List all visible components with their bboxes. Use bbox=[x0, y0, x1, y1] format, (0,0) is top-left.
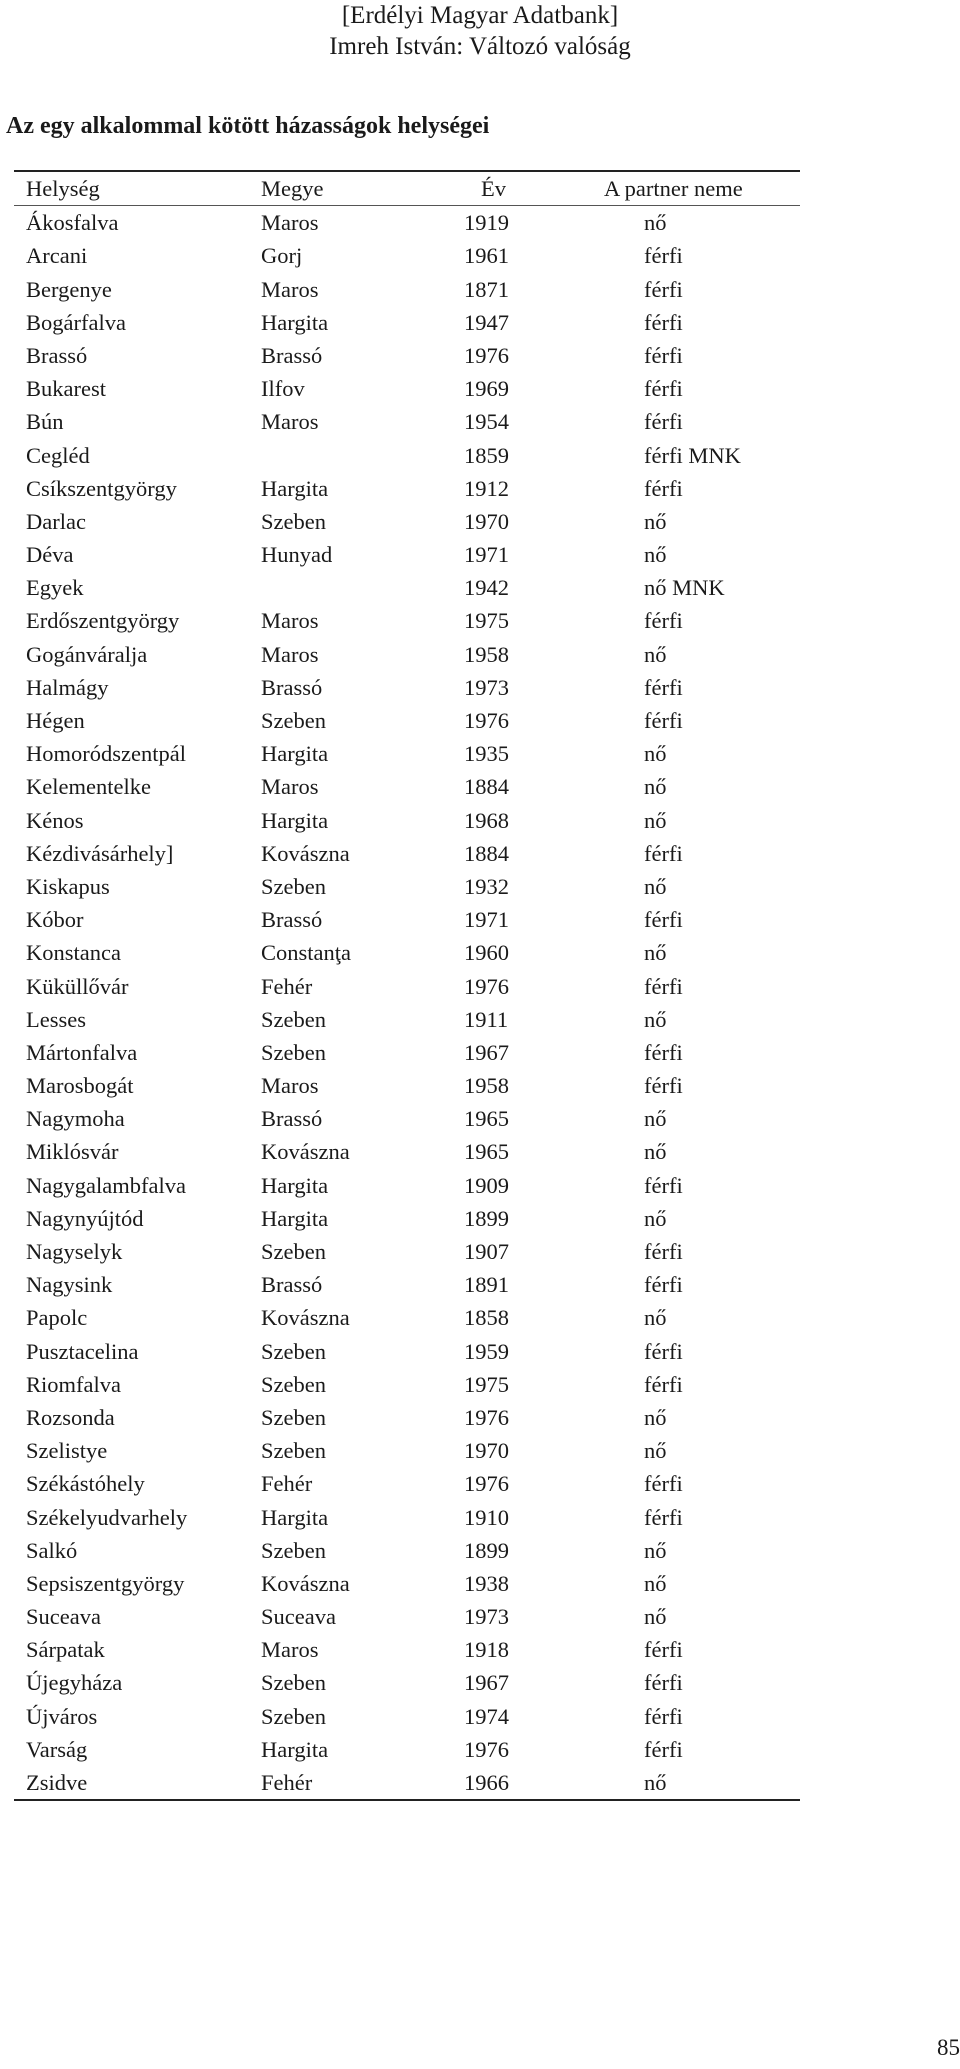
table-row bbox=[14, 1434, 800, 1467]
cell-county: Fehér bbox=[261, 973, 313, 999]
cell-county: Brassó bbox=[261, 342, 323, 368]
cell-partner-sex: nő bbox=[644, 1537, 667, 1563]
cell-year: 1871 bbox=[464, 276, 509, 302]
cell-year: 1966 bbox=[464, 1770, 509, 1795]
cell-partner-sex: férfi bbox=[644, 1736, 683, 1762]
cell-place: Küküllővár bbox=[26, 973, 129, 999]
table-row bbox=[14, 1301, 800, 1334]
cell-partner-sex: férfi bbox=[644, 674, 683, 700]
table-row bbox=[14, 1666, 800, 1699]
cell-place: Rozsonda bbox=[26, 1404, 115, 1430]
table-row bbox=[14, 870, 800, 903]
table-row bbox=[14, 903, 800, 936]
cell-year: 1965 bbox=[464, 1106, 509, 1132]
cell-place: Salkó bbox=[26, 1537, 78, 1563]
cell-partner-sex: nő bbox=[644, 508, 667, 534]
cell-county: Szeben bbox=[261, 1338, 326, 1364]
cell-year: 1970 bbox=[464, 1438, 509, 1464]
table-row bbox=[14, 372, 800, 405]
cell-partner-sex: férfi bbox=[644, 1272, 683, 1298]
cell-place: Konstanca bbox=[26, 940, 121, 966]
cell-county: Kovászna bbox=[261, 840, 350, 866]
table-row bbox=[14, 970, 800, 1003]
cell-partner-sex: férfi bbox=[644, 409, 683, 435]
cell-place: Kénos bbox=[26, 807, 84, 833]
table-row bbox=[14, 638, 800, 671]
cell-place: Egyek bbox=[26, 575, 84, 601]
cell-place: Kelementelke bbox=[26, 774, 151, 800]
table-row bbox=[14, 1202, 800, 1235]
cell-place: Sepsiszentgyörgy bbox=[26, 1570, 185, 1596]
table-row bbox=[14, 1335, 800, 1368]
cell-year: 1971 bbox=[464, 907, 509, 933]
table-row bbox=[14, 505, 800, 538]
table-row bbox=[14, 1169, 800, 1202]
cell-place: Mártonfalva bbox=[26, 1039, 138, 1065]
cell-county: Szeben bbox=[261, 508, 326, 534]
cell-place: Kiskapus bbox=[26, 873, 110, 899]
cell-year: 1912 bbox=[464, 475, 509, 501]
cell-county: Hargita bbox=[261, 807, 329, 833]
cell-year: 1961 bbox=[464, 243, 509, 269]
cell-place: Lesses bbox=[26, 1006, 86, 1032]
cell-partner-sex: férfi bbox=[644, 1371, 683, 1397]
cell-year: 1907 bbox=[464, 1239, 509, 1264]
cell-place: Pusztacelina bbox=[26, 1338, 139, 1364]
table-row bbox=[14, 1633, 800, 1666]
cell-year: 1884 bbox=[464, 774, 509, 800]
cell-county: Maros bbox=[261, 774, 319, 800]
cell-partner-sex: férfi bbox=[644, 1703, 683, 1729]
table-row bbox=[14, 1135, 800, 1168]
cell-partner-sex: férfi bbox=[644, 973, 683, 999]
table-row bbox=[14, 604, 800, 637]
cell-partner-sex: nő bbox=[644, 1106, 667, 1132]
cell-county: Gorj bbox=[261, 243, 303, 269]
cell-place: Déva bbox=[26, 542, 74, 568]
table-row bbox=[14, 1501, 800, 1534]
cell-county: Ilfov bbox=[261, 376, 305, 402]
cell-partner-sex: férfi bbox=[644, 1172, 683, 1198]
cell-partner-sex: férfi bbox=[644, 376, 683, 402]
cell-partner-sex: férfi bbox=[644, 243, 683, 269]
cell-partner-sex: nő bbox=[644, 1570, 667, 1596]
cell-partner-sex: nő bbox=[644, 210, 667, 236]
cell-place: Hégen bbox=[26, 708, 85, 733]
cell-county: Kovászna bbox=[261, 1139, 350, 1165]
cell-partner-sex: nő bbox=[644, 807, 667, 833]
cell-county: Szeben bbox=[261, 873, 326, 899]
cell-partner-sex: nő bbox=[644, 1305, 667, 1331]
cell-place: Suceava bbox=[26, 1604, 101, 1630]
table-row bbox=[14, 1534, 800, 1567]
table-row bbox=[14, 1235, 800, 1268]
table-row bbox=[14, 1003, 800, 1036]
cell-year: 1967 bbox=[464, 1039, 509, 1065]
cell-year: 1969 bbox=[464, 376, 509, 402]
cell-place: Bún bbox=[26, 409, 64, 435]
table-row bbox=[14, 1268, 800, 1301]
table-body bbox=[14, 206, 800, 1799]
cell-place: Brassó bbox=[26, 342, 88, 368]
cell-county: Hargita bbox=[261, 309, 329, 335]
cell-county: Szeben bbox=[261, 708, 326, 733]
cell-place: Cegléd bbox=[26, 442, 90, 468]
cell-year: 1858 bbox=[464, 1305, 509, 1331]
cell-year: 1891 bbox=[464, 1272, 509, 1298]
cell-year: 1976 bbox=[464, 973, 509, 999]
cell-place: Székelyudvarhely bbox=[26, 1504, 188, 1530]
cell-year: 1965 bbox=[464, 1139, 509, 1165]
cell-partner-sex: férfi bbox=[644, 475, 683, 501]
places-table bbox=[14, 170, 800, 1801]
cell-year: 1859 bbox=[464, 442, 509, 468]
cell-county: Brassó bbox=[261, 1106, 323, 1132]
cell-county: Szeben bbox=[261, 1006, 326, 1032]
cell-county: Szeben bbox=[261, 1371, 326, 1397]
cell-partner-sex: férfi bbox=[644, 1471, 683, 1497]
cell-county: Szeben bbox=[261, 1703, 326, 1729]
table-row bbox=[14, 472, 800, 505]
cell-partner-sex: férfi bbox=[644, 907, 683, 933]
cell-partner-sex: férfi bbox=[644, 1670, 683, 1696]
cell-partner-sex: nő bbox=[644, 774, 667, 800]
cell-place: Nagymoha bbox=[26, 1106, 125, 1132]
cell-county: Hargita bbox=[261, 475, 329, 501]
cell-place: Erdőszentgyörgy bbox=[26, 608, 180, 634]
header-author-title-line: Imreh István: Változó valóság bbox=[329, 33, 631, 60]
cell-county: Suceava bbox=[261, 1604, 336, 1630]
cell-year: 1975 bbox=[464, 608, 509, 634]
page-number: 85 bbox=[937, 2035, 960, 2060]
cell-year: 1974 bbox=[464, 1703, 509, 1729]
column-header-county: Megye bbox=[261, 176, 324, 201]
cell-year: 1976 bbox=[464, 1471, 509, 1497]
column-header-year: Év bbox=[481, 176, 506, 201]
cell-place: Marosbogát bbox=[26, 1073, 134, 1099]
cell-year: 1973 bbox=[464, 1604, 509, 1630]
table-header-row bbox=[14, 172, 800, 205]
cell-partner-sex: férfi bbox=[644, 1338, 683, 1364]
cell-county: Hargita bbox=[261, 1504, 329, 1530]
cell-county: Kovászna bbox=[261, 1570, 350, 1596]
table-row bbox=[14, 239, 800, 272]
cell-year: 1976 bbox=[464, 1736, 509, 1762]
cell-county: Maros bbox=[261, 409, 319, 435]
table-row bbox=[14, 704, 800, 737]
table-row bbox=[14, 1401, 800, 1434]
cell-year: 1967 bbox=[464, 1670, 509, 1696]
cell-place: Bogárfalva bbox=[26, 309, 126, 335]
table-row bbox=[14, 273, 800, 306]
cell-place: Riomfalva bbox=[26, 1371, 121, 1397]
table-row bbox=[14, 571, 800, 604]
cell-partner-sex: nő bbox=[644, 1770, 667, 1795]
cell-year: 1899 bbox=[464, 1537, 509, 1563]
cell-place: Zsidve bbox=[26, 1770, 88, 1795]
cell-year: 1942 bbox=[464, 575, 509, 601]
cell-county: Szeben bbox=[261, 1039, 326, 1065]
table-row bbox=[14, 1069, 800, 1102]
cell-partner-sex: férfi bbox=[644, 1073, 683, 1099]
cell-partner-sex: férfi bbox=[644, 840, 683, 866]
cell-year: 1919 bbox=[464, 210, 509, 236]
cell-place: Gogánváralja bbox=[26, 641, 148, 667]
section-title: Az egy alkalommal kötött házasságok helységei bbox=[6, 113, 490, 139]
cell-county: Hunyad bbox=[261, 542, 333, 568]
cell-place: Kézdivásárhely] bbox=[26, 840, 174, 866]
document-header bbox=[0, 0, 960, 62]
cell-partner-sex: nő bbox=[644, 641, 667, 667]
cell-year: 1968 bbox=[464, 807, 509, 833]
cell-county: Hargita bbox=[261, 1205, 329, 1231]
table-row bbox=[14, 1600, 800, 1633]
cell-county: Maros bbox=[261, 1637, 319, 1663]
cell-county: Maros bbox=[261, 641, 319, 667]
cell-county: Szeben bbox=[261, 1239, 326, 1264]
table-row bbox=[14, 671, 800, 704]
table-row bbox=[14, 1036, 800, 1069]
cell-partner-sex: nő bbox=[644, 1604, 667, 1630]
cell-place: Csíkszentgyörgy bbox=[26, 475, 177, 501]
cell-partner-sex: nő bbox=[644, 940, 667, 966]
table-row bbox=[14, 936, 800, 969]
cell-county: Kovászna bbox=[261, 1305, 350, 1331]
cell-year: 1899 bbox=[464, 1205, 509, 1231]
cell-partner-sex: nő bbox=[644, 542, 667, 568]
cell-place: Nagysink bbox=[26, 1272, 113, 1298]
cell-place: Nagyselyk bbox=[26, 1239, 123, 1264]
cell-county: Brassó bbox=[261, 1272, 323, 1298]
table-row bbox=[14, 1102, 800, 1135]
cell-place: Nagygalambfalva bbox=[26, 1172, 186, 1198]
cell-year: 1959 bbox=[464, 1338, 509, 1364]
cell-county: Fehér bbox=[261, 1770, 313, 1795]
cell-partner-sex: férfi bbox=[644, 1637, 683, 1663]
cell-place: Szelistye bbox=[26, 1438, 108, 1464]
cell-partner-sex: nő bbox=[644, 1139, 667, 1165]
header-source-line: [Erdélyi Magyar Adatbank] bbox=[341, 2, 619, 29]
cell-year: 1935 bbox=[464, 741, 509, 767]
table-row bbox=[14, 339, 800, 372]
cell-county: Brassó bbox=[261, 907, 323, 933]
cell-year: 1973 bbox=[464, 674, 509, 700]
cell-year: 1971 bbox=[464, 542, 509, 568]
cell-partner-sex: férfi bbox=[644, 342, 683, 368]
cell-place: Újegyháza bbox=[26, 1670, 123, 1696]
cell-year: 1958 bbox=[464, 641, 509, 667]
cell-county: Szeben bbox=[261, 1670, 326, 1696]
cell-county: Fehér bbox=[261, 1471, 313, 1497]
cell-place: Kóbor bbox=[26, 907, 84, 933]
cell-year: 1954 bbox=[464, 409, 509, 435]
cell-county: Constanţa bbox=[261, 940, 351, 966]
cell-year: 1976 bbox=[464, 708, 509, 733]
cell-place: Bukarest bbox=[26, 376, 106, 402]
cell-partner-sex: nő bbox=[644, 1205, 667, 1231]
table-row bbox=[14, 206, 800, 239]
cell-place: Miklósvár bbox=[26, 1139, 119, 1165]
cell-place: Nagynyújtód bbox=[26, 1205, 144, 1231]
table-row bbox=[14, 1467, 800, 1500]
cell-county: Szeben bbox=[261, 1404, 326, 1430]
table-row bbox=[14, 405, 800, 438]
cell-year: 1947 bbox=[464, 309, 509, 335]
table-row bbox=[14, 306, 800, 339]
cell-place: Homoródszentpál bbox=[26, 741, 186, 767]
table-row bbox=[14, 439, 800, 472]
cell-partner-sex: férfi bbox=[644, 309, 683, 335]
cell-county: Szeben bbox=[261, 1537, 326, 1563]
cell-partner-sex: nő bbox=[644, 741, 667, 767]
table-row bbox=[14, 1766, 800, 1799]
cell-partner-sex: férfi bbox=[644, 1239, 683, 1264]
cell-partner-sex: férfi bbox=[644, 608, 683, 634]
cell-partner-sex: férfi MNK bbox=[644, 442, 741, 468]
cell-place: Székástóhely bbox=[26, 1471, 145, 1497]
cell-year: 1960 bbox=[464, 940, 509, 966]
cell-year: 1976 bbox=[464, 1404, 509, 1430]
cell-year: 1975 bbox=[464, 1371, 509, 1397]
cell-partner-sex: férfi bbox=[644, 1039, 683, 1065]
table-row bbox=[14, 1700, 800, 1733]
cell-county: Hargita bbox=[261, 1172, 329, 1198]
column-header-partner-sex: A partner neme bbox=[604, 176, 743, 201]
cell-partner-sex: nő bbox=[644, 1438, 667, 1464]
cell-place: Újváros bbox=[26, 1703, 98, 1729]
table-row bbox=[14, 737, 800, 770]
cell-partner-sex: férfi bbox=[644, 276, 683, 302]
cell-county: Szeben bbox=[261, 1438, 326, 1464]
table-row bbox=[14, 1733, 800, 1766]
table-row bbox=[14, 837, 800, 870]
cell-year: 1938 bbox=[464, 1570, 509, 1596]
cell-partner-sex: férfi bbox=[644, 1504, 683, 1530]
cell-county: Brassó bbox=[261, 674, 323, 700]
cell-place: Darlac bbox=[26, 508, 86, 534]
cell-county: Hargita bbox=[261, 741, 329, 767]
cell-place: Sárpatak bbox=[26, 1637, 105, 1663]
cell-county: Hargita bbox=[261, 1736, 329, 1762]
cell-year: 1918 bbox=[464, 1637, 509, 1663]
cell-place: Papolc bbox=[26, 1305, 88, 1331]
cell-county: Maros bbox=[261, 608, 319, 634]
table-row bbox=[14, 1567, 800, 1600]
cell-place: Halmágy bbox=[26, 674, 109, 700]
table-row bbox=[14, 804, 800, 837]
cell-year: 1910 bbox=[464, 1504, 509, 1530]
cell-place: Varság bbox=[26, 1736, 88, 1762]
cell-year: 1970 bbox=[464, 508, 509, 534]
cell-place: Arcani bbox=[26, 243, 88, 269]
table-row bbox=[14, 770, 800, 803]
column-header-place: Helység bbox=[26, 176, 100, 201]
cell-place: Bergenye bbox=[26, 276, 112, 302]
cell-partner-sex: nő bbox=[644, 1404, 667, 1430]
cell-partner-sex: férfi bbox=[644, 708, 683, 733]
cell-year: 1909 bbox=[464, 1172, 509, 1198]
table-bottom-rule bbox=[14, 1799, 800, 1801]
table-row bbox=[14, 538, 800, 571]
cell-year: 1932 bbox=[464, 873, 509, 899]
cell-partner-sex: nő MNK bbox=[644, 575, 725, 601]
cell-year: 1884 bbox=[464, 840, 509, 866]
cell-county: Maros bbox=[261, 210, 319, 236]
cell-county: Maros bbox=[261, 1073, 319, 1099]
cell-year: 1958 bbox=[464, 1073, 509, 1099]
cell-place: Ákosfalva bbox=[26, 210, 119, 236]
cell-county: Maros bbox=[261, 276, 319, 302]
cell-partner-sex: nő bbox=[644, 1006, 667, 1032]
table-row bbox=[14, 1368, 800, 1401]
cell-year: 1911 bbox=[464, 1006, 509, 1032]
cell-partner-sex: nő bbox=[644, 873, 667, 899]
cell-year: 1976 bbox=[464, 342, 509, 368]
